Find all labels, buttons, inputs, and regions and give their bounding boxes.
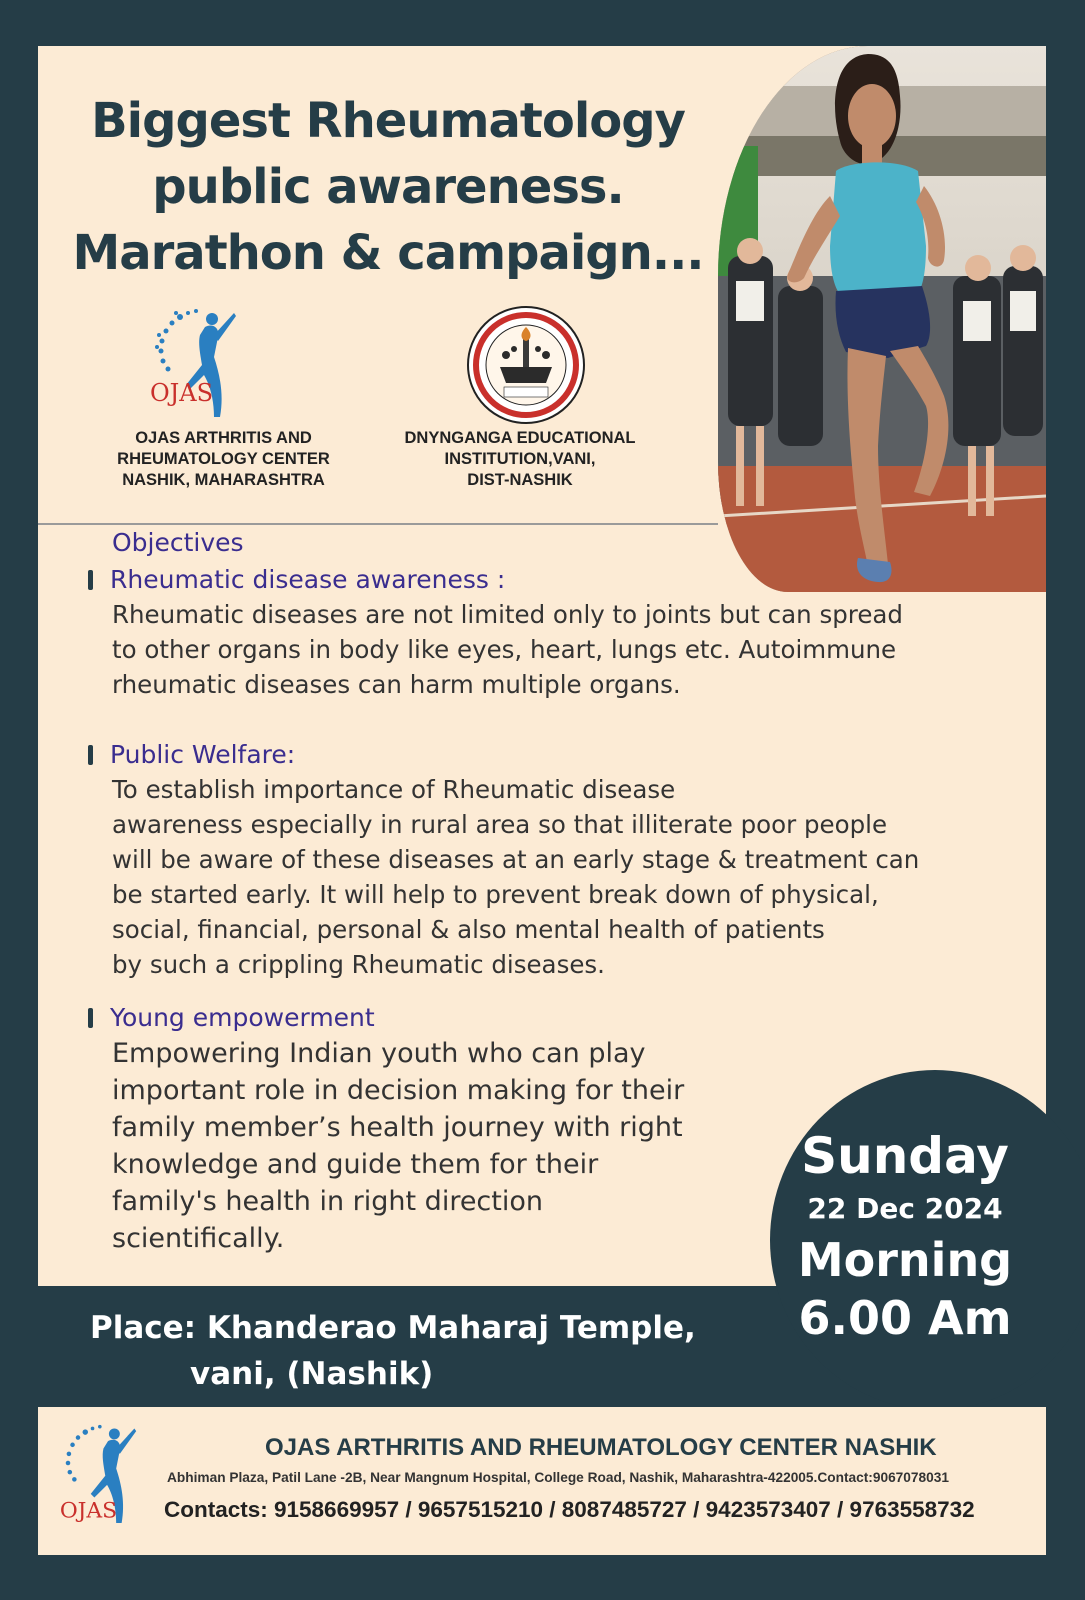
dnyanganga-caption-line-1: DNYNGANGA EDUCATIONAL xyxy=(404,429,636,447)
body-line: will be aware of these diseases at an early stage & treatment can xyxy=(112,845,920,874)
objective-title: Public Welfare: xyxy=(110,740,296,769)
objective-awareness xyxy=(88,562,1008,702)
objective-title: Rheumatic disease awareness : xyxy=(110,565,506,594)
body-line: knowledge and guide them for their xyxy=(112,1149,599,1180)
footer-org-name: OJAS ARTHRITIS AND RHEUMATOLOGY CENTER NASHIK xyxy=(265,1434,937,1461)
event-place xyxy=(90,1305,696,1397)
runner-photo xyxy=(718,46,1046,592)
ojas-logo-mark xyxy=(150,305,260,430)
bullet-marker xyxy=(88,745,93,765)
objective-body xyxy=(112,772,1008,982)
section-divider xyxy=(38,523,718,525)
body-line: important role in decision making for their xyxy=(112,1075,685,1106)
page-title xyxy=(58,88,718,286)
objective-heading xyxy=(88,737,1008,772)
place-line-2: vani, (Nashik) xyxy=(190,1356,434,1392)
title-line-3: Marathon & campaign... xyxy=(72,225,704,281)
title-line-2: public awareness. xyxy=(152,159,624,215)
bullet-marker xyxy=(88,1008,93,1028)
event-time: 6.00 Am xyxy=(798,1291,1012,1345)
footer-contacts: Contacts: 9158669957 / 9657515210 / 8087485727 / 9423573407 / 9763558732 xyxy=(164,1497,975,1522)
objectives-heading: Objectives xyxy=(112,528,244,557)
place-line-1: Place: Khanderao Maharaj Temple, xyxy=(90,1310,696,1346)
dnyanganga-seal-graphic xyxy=(466,305,586,425)
ojas-logo xyxy=(150,305,260,430)
ojas-caption-line-2: RHEUMATOLOGY CENTER xyxy=(117,450,330,468)
objective-heading xyxy=(88,562,1008,597)
dnyanganga-seal xyxy=(466,305,586,425)
objective-heading xyxy=(88,1000,1008,1035)
body-line: rheumatic diseases can harm multiple organs. xyxy=(112,670,681,699)
event-date: 22 Dec 2024 xyxy=(807,1192,1003,1225)
ojas-logo-text: OJAS xyxy=(150,379,214,407)
body-line: social, financial, personal & also mental health of patients xyxy=(112,915,825,944)
ojas-caption xyxy=(96,428,351,491)
footer-ojas-logo xyxy=(58,1418,158,1538)
runner-photo-illustration xyxy=(718,46,1046,592)
body-line: scientifically. xyxy=(112,1223,285,1254)
dnyanganga-caption-line-3: DIST-NASHIK xyxy=(467,471,573,489)
body-line: awareness especially in rural area so that illiterate poor people xyxy=(112,810,888,839)
dnyanganga-caption-line-2: INSTITUTION,VANI, xyxy=(444,450,596,468)
bullet-marker xyxy=(88,570,93,590)
footer-address: Abhiman Plaza, Patil Lane -2B, Near Mangnum Hospital, College Road, Nashik, Maharashtra-422005.Contact:9067078031 xyxy=(167,1470,949,1485)
ojas-caption-line-3: NASHIK, MAHARASHTRA xyxy=(122,471,325,489)
objective-title: Young empowerment xyxy=(110,1003,375,1032)
body-line: family member’s health journey with right xyxy=(112,1112,683,1143)
title-line-1: Biggest Rheumatology xyxy=(91,93,685,149)
objective-body xyxy=(112,597,1008,702)
objective-public-welfare xyxy=(88,737,1008,982)
footer-ojas-logo-mark xyxy=(58,1418,158,1538)
ojas-caption-line-1: OJAS ARTHRITIS AND xyxy=(135,429,312,447)
body-line: To establish importance of Rheumatic disease xyxy=(112,775,676,804)
body-line: by such a crippling Rheumatic diseases. xyxy=(112,950,605,979)
event-day: Sunday xyxy=(801,1127,1009,1185)
body-line: be started early. It will help to prevent break down of physical, xyxy=(112,880,879,909)
body-line: Rheumatic diseases are not limited only to joints but can spread xyxy=(112,600,903,629)
event-part-of-day: Morning xyxy=(797,1233,1013,1287)
body-line: Empowering Indian youth who can play xyxy=(112,1038,646,1069)
footer-ojas-logo-text: OJAS xyxy=(59,1498,118,1524)
event-datetime xyxy=(780,1125,1030,1347)
body-line: to other organs in body like eyes, heart, lungs etc. Autoimmune xyxy=(112,635,897,664)
dnyanganga-caption xyxy=(390,428,650,491)
body-line: family's health in right direction xyxy=(112,1186,543,1217)
